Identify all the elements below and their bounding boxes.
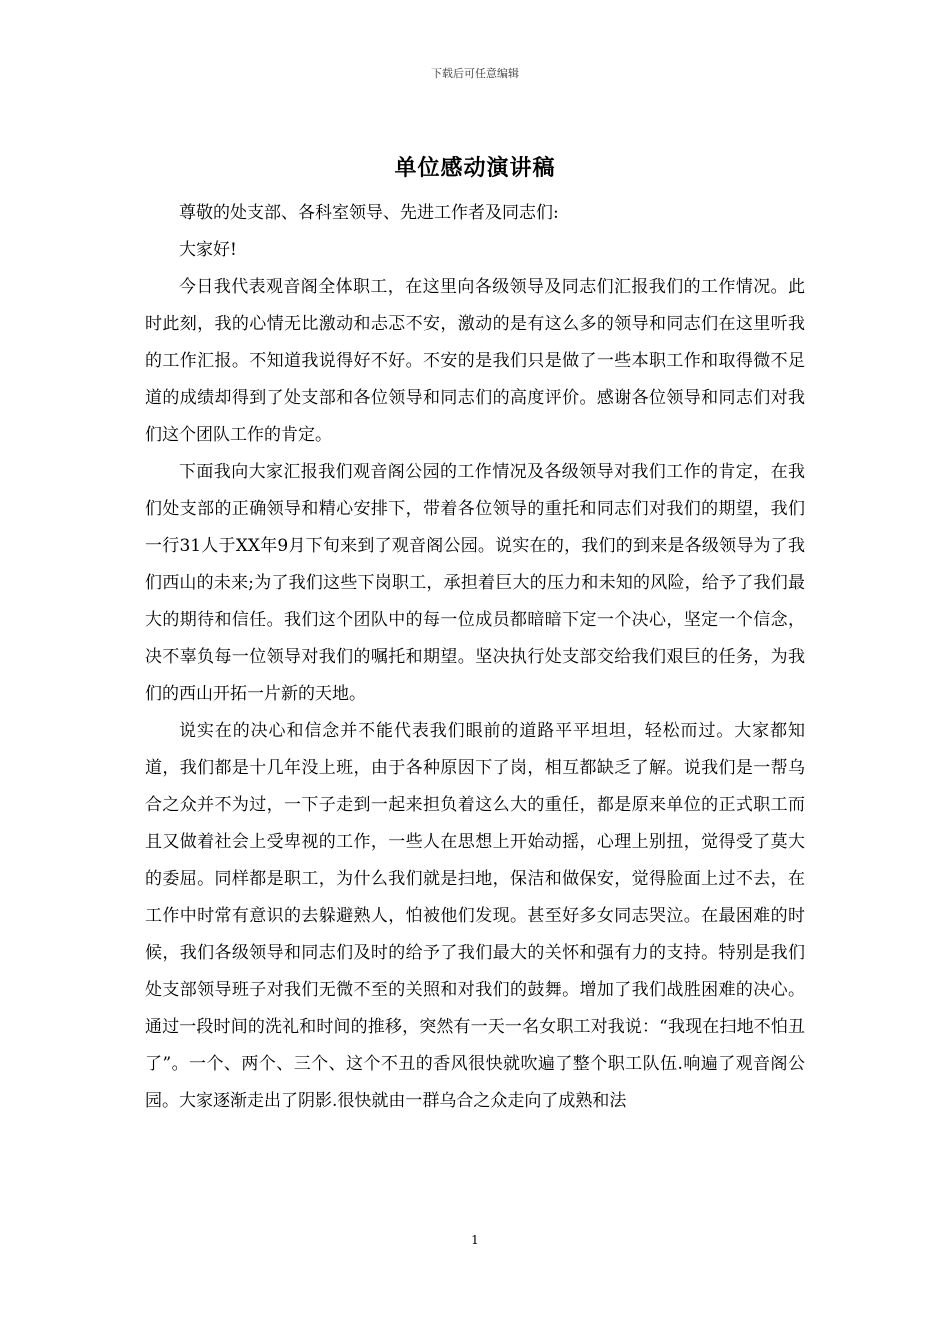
body-paragraph: 说实在的决心和信念并不能代表我们眼前的道路平平坦坦，轻松而过。大家都知道，我们都是十几年没上班，由于各种原因下了岗，相互都缺乏了解。说我们是一帮乌合之众并不为过，一下子走到一起来担负着这么大的重任，都是原来单位的正式职工而且又做着社会上受卑视的工作，一些人在思想上开始动摇，心理上别扭，觉得受了莫大的委屈。同样都是职工，为什么我们就是扫地，保洁和做保安，觉得脸面上过不去，在工作中时常有意识的去躲避熟人，怕被他们发现。甚至好多女同志哭泣。在最困难的时候，我们各级领导和同志们及时的给予了我们最大的关怀和强有力的支持。特别是我们处支部领导班子对我们无微不至的关照和对我们的鼓舞。增加了我们战胜困难的决心。通过一段时间的洗礼和时间的推移，突然有一天一名女职工对我说：“我现在扫地不怕丑了”。一个、两个、三个、这个不丑的香风很快就吹遍了整个职工队伍.响遍了观音阁公园。大家逐渐走出了阴影.很快就由一群乌合之众走向了成熟和法	[145, 721, 805, 1111]
page-header: 下载后可任意编辑	[431, 67, 519, 80]
body-paragraph: 下面我向大家汇报我们观音阁公园的工作情况及各级领导对我们工作的肯定，在我们处支部的正确领导和精心安排下，带着各位领导的重托和同志们对我们的期望，我们一行31人于XX年9月下旬来到了观音阁公园。说实在的，我们的到来是各级领导为了我们西山的未来;为了我们这些下岗职工，承担着巨大的压力和未知的风险，给予了我们最大的期待和信任。我们这个团队中的每一位成员都暗暗下定一个决心，坚定一个信念，决不辜负每一位领导对我们的嘱托和期望。坚决执行处支部交给我们艰巨的任务，为我们的西山开拓一片新的天地。	[145, 462, 805, 704]
document-title: 单位感动演讲稿	[394, 155, 556, 181]
page-number: 1	[471, 1233, 479, 1247]
document-body	[145, 195, 805, 1120]
salutation-paragraph: 尊敬的处支部、各科室领导、先进工作者及同志们:	[179, 203, 559, 223]
body-paragraph: 今日我代表观音阁全体职工，在这里向各级领导及同志们汇报我们的工作情况。此时此刻，我的心情无比激动和忐忑不安，激动的是有这么多的领导和同志们在这里听我的工作汇报。不知道我说得好不好。不安的是我们只是做了一些本职工作和取得微不足道的成绩却得到了处支部和各位领导和同志们的高度评价。感谢各位领导和同志们对我们这个团队工作的肯定。	[145, 277, 805, 445]
greeting-paragraph: 大家好!	[179, 240, 237, 260]
